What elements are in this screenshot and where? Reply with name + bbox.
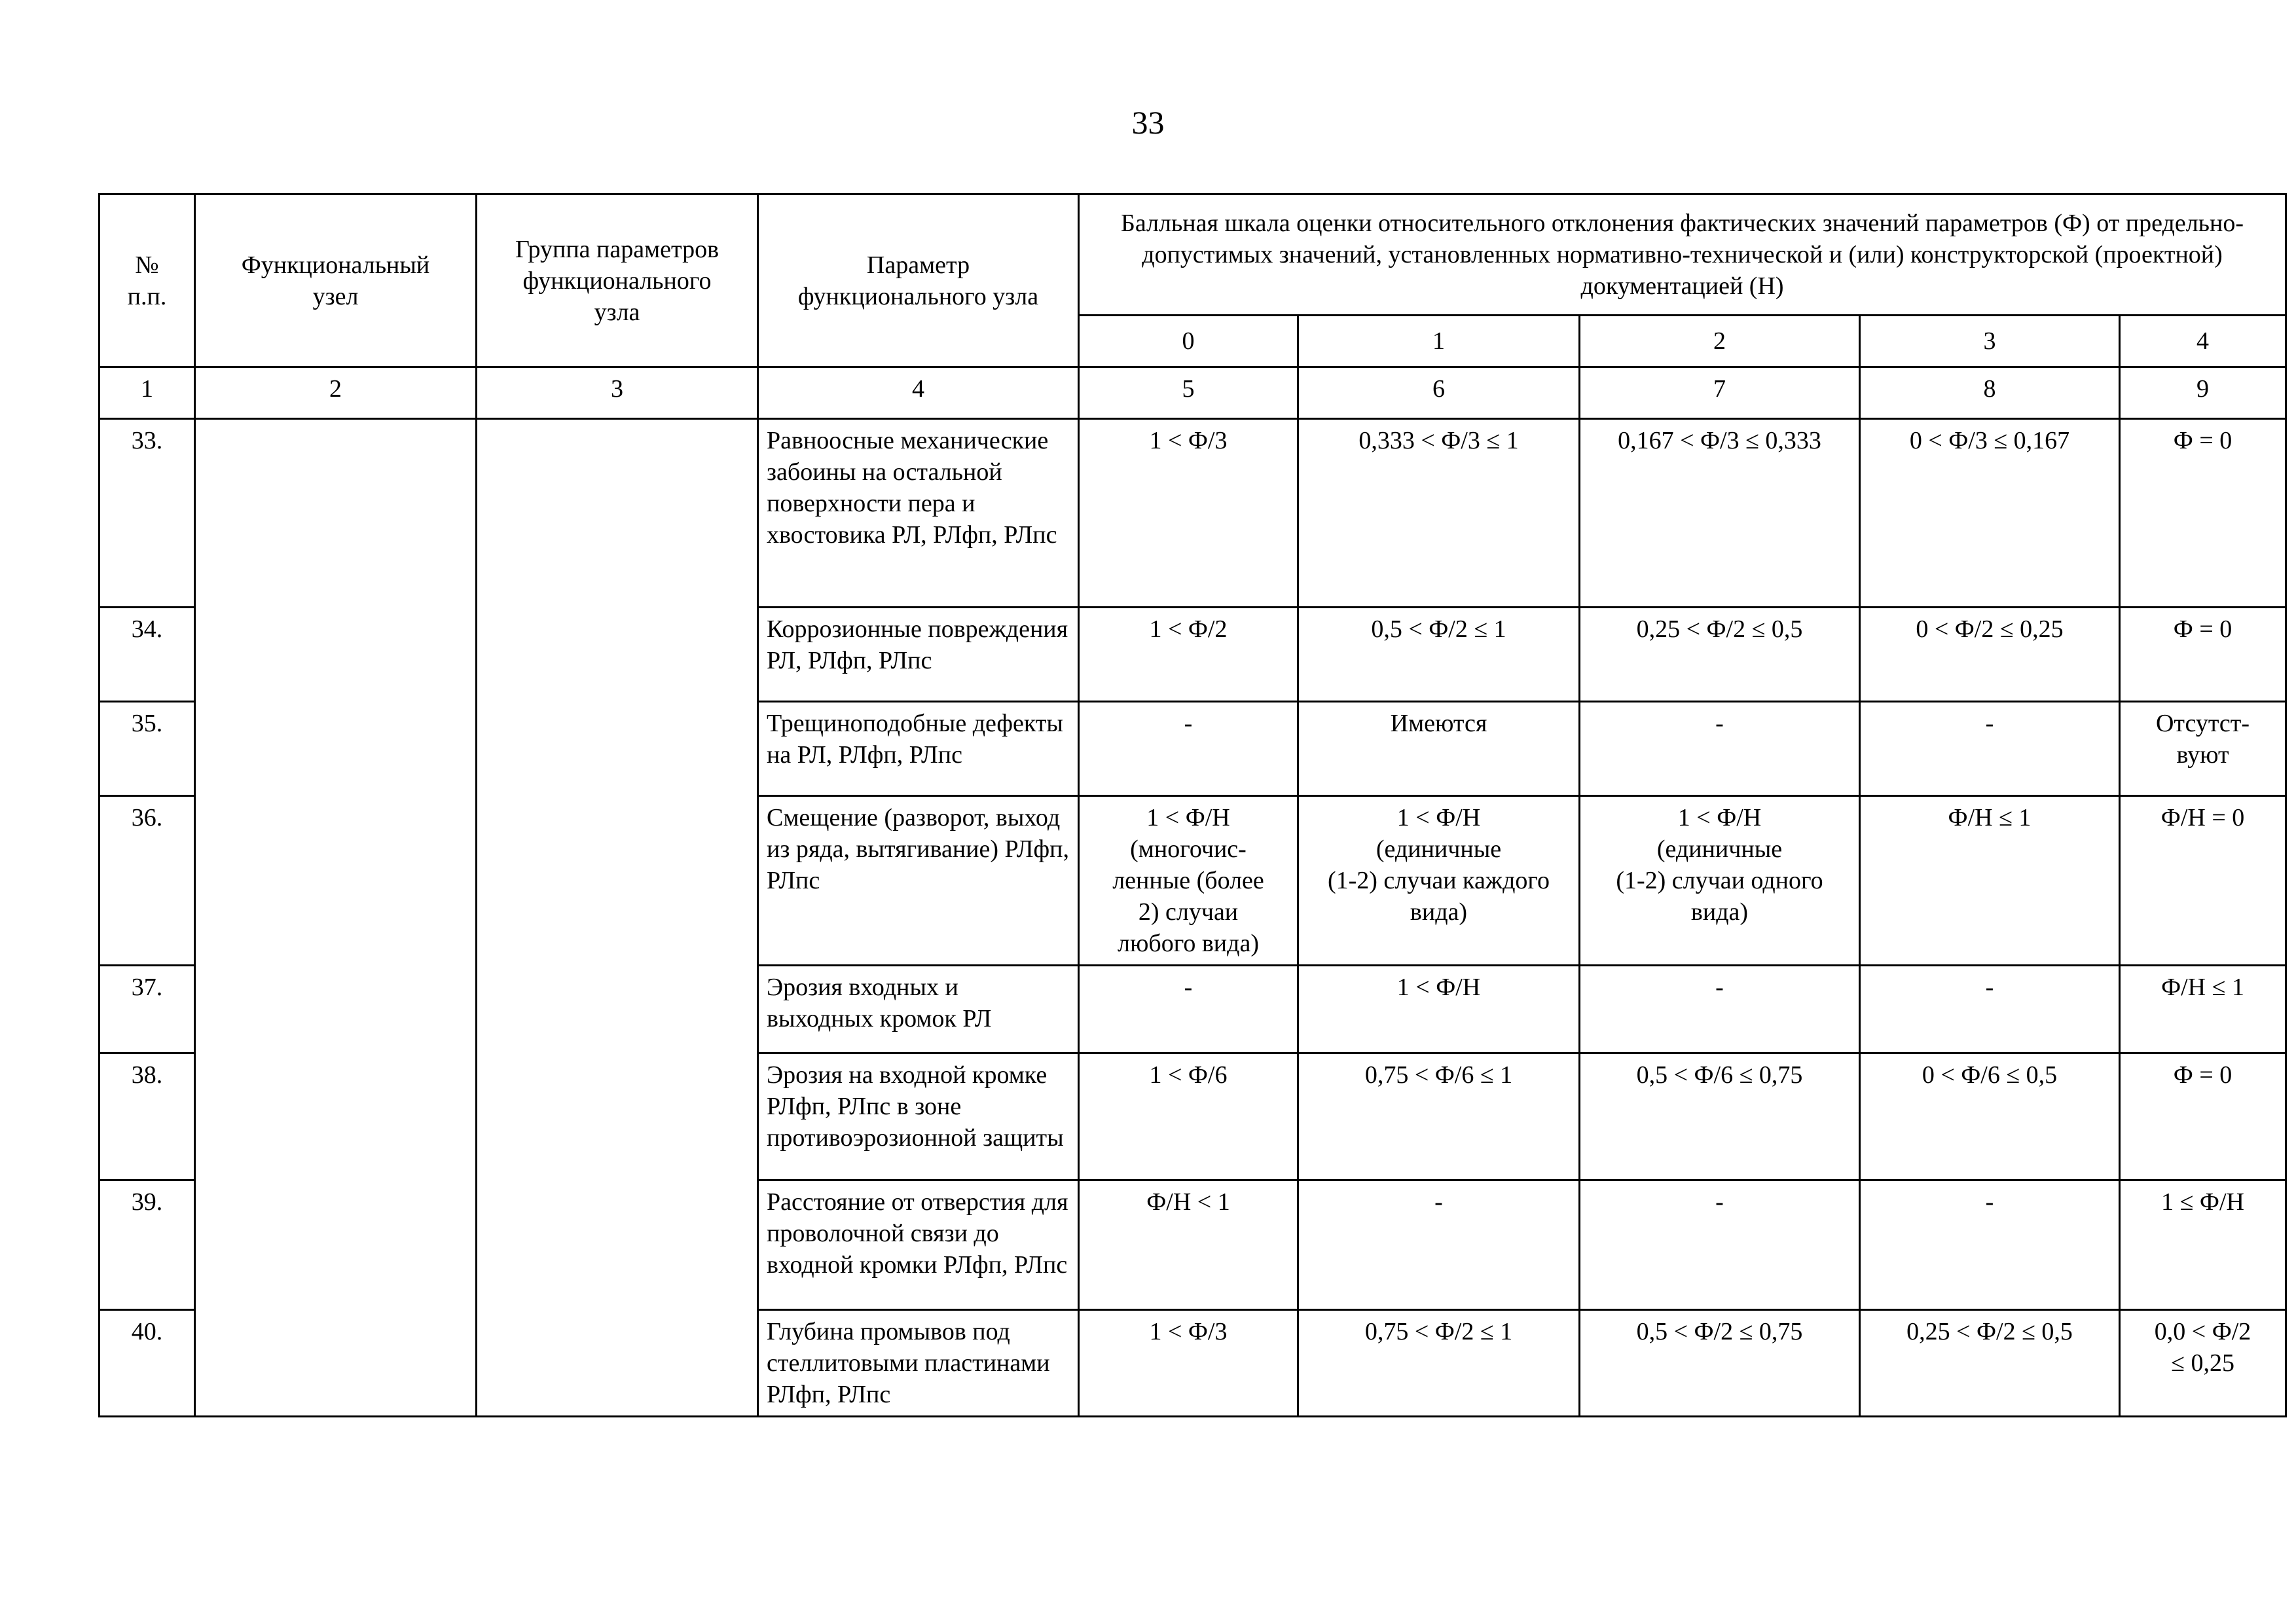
header-score-scale: Балльная шкала оценки относительного отклонения фактических значений параметров (Ф) от предельно-допустимых значений, установленных нормативно-технической и (или) конструкторской (проектной) документацией (Н) [1079, 194, 2286, 316]
score-0-cell: 1 < Ф/Н (многочис- ленные (более 2) случаи любого вида) [1079, 796, 1298, 966]
score-1-cell: Имеются [1298, 702, 1580, 796]
score-0-cell: - [1079, 702, 1298, 796]
score-1-cell: 1 < Ф/Н (единичные (1-2) случаи каждого вида) [1298, 796, 1580, 966]
score-1-cell: 0,5 < Ф/2 ≤ 1 [1298, 608, 1580, 702]
score-2-cell: - [1580, 1180, 1860, 1310]
score-3-cell: - [1860, 1180, 2120, 1310]
header-score-1: 1 [1298, 316, 1580, 367]
column-number: 3 [477, 367, 758, 419]
score-2-cell: 0,167 < Ф/3 ≤ 0,333 [1580, 419, 1860, 608]
parameter-cell: Эрозия на входной кромке РЛфп, РЛпс в зоне противоэрозионной защиты [758, 1053, 1079, 1180]
header-score-0: 0 [1079, 316, 1298, 367]
parameter-cell: Равноосные механические забоины на остальной поверхности пера и хвостовика РЛ, РЛфп, РЛпс [758, 419, 1079, 608]
score-1-cell: 1 < Ф/Н [1298, 966, 1580, 1053]
score-1-cell: 0,75 < Ф/6 ≤ 1 [1298, 1053, 1580, 1180]
score-3-cell: Ф/Н ≤ 1 [1860, 796, 2120, 966]
column-number: 4 [758, 367, 1079, 419]
column-number: 9 [2120, 367, 2286, 419]
header-score-2: 2 [1580, 316, 1860, 367]
score-0-cell: 1 < Ф/3 [1079, 1310, 1298, 1417]
score-2-cell: 0,5 < Ф/2 ≤ 0,75 [1580, 1310, 1860, 1417]
score-0-cell: Ф/Н < 1 [1079, 1180, 1298, 1310]
score-2-cell: 1 < Ф/Н (единичные (1-2) случаи одного вида) [1580, 796, 1860, 966]
score-0-cell: - [1079, 966, 1298, 1053]
row-number: 33. [100, 419, 195, 608]
score-0-cell: 1 < Ф/2 [1079, 608, 1298, 702]
column-numbers-row [100, 367, 2286, 419]
parameter-cell: Расстояние от отверстия для проволочной связи до входной кромки РЛфп, РЛпс [758, 1180, 1079, 1310]
score-3-cell: 0 < Ф/6 ≤ 0,5 [1860, 1053, 2120, 1180]
header-functional-node: Функциональный узел [195, 194, 477, 367]
score-4-cell: Ф = 0 [2120, 608, 2286, 702]
header-score-4: 4 [2120, 316, 2286, 367]
row-number: 34. [100, 608, 195, 702]
score-0-cell: 1 < Ф/3 [1079, 419, 1298, 608]
score-4-cell: 1 ≤ Ф/Н [2120, 1180, 2286, 1310]
row-number: 39. [100, 1180, 195, 1310]
row-number: 38. [100, 1053, 195, 1180]
column-number: 1 [100, 367, 195, 419]
score-2-cell: - [1580, 702, 1860, 796]
header-parameter: Параметр функционального узла [758, 194, 1079, 367]
score-4-cell: Ф = 0 [2120, 419, 2286, 608]
table-row [100, 419, 2286, 608]
score-0-cell: 1 < Ф/6 [1079, 1053, 1298, 1180]
score-4-cell: Ф/Н ≤ 1 [2120, 966, 2286, 1053]
score-4-cell: Отсутст- вуют [2120, 702, 2286, 796]
score-3-cell: 0 < Ф/3 ≤ 0,167 [1860, 419, 2120, 608]
score-4-cell: Ф/Н = 0 [2120, 796, 2286, 966]
score-3-cell: - [1860, 966, 2120, 1053]
header-score-3: 3 [1860, 316, 2120, 367]
row-number: 36. [100, 796, 195, 966]
parameter-cell: Глубина промывов под стеллитовыми пластинами РЛфп, РЛпс [758, 1310, 1079, 1417]
parameter-cell: Смещение (разворот, выход из ряда, вытягивание) РЛфп, РЛпс [758, 796, 1079, 966]
parameter-cell: Трещиноподобные дефекты на РЛ, РЛфп, РЛпс [758, 702, 1079, 796]
score-1-cell: - [1298, 1180, 1580, 1310]
score-4-cell: Ф = 0 [2120, 1053, 2286, 1180]
parameter-cell: Эрозия входных и выходных кромок РЛ [758, 966, 1079, 1053]
score-2-cell: 0,5 < Ф/6 ≤ 0,75 [1580, 1053, 1860, 1180]
header-parameter-group: Группа параметров функционального узла [477, 194, 758, 367]
score-1-cell: 0,333 < Ф/3 ≤ 1 [1298, 419, 1580, 608]
score-2-cell: - [1580, 966, 1860, 1053]
row-number: 35. [100, 702, 195, 796]
score-3-cell: 0 < Ф/2 ≤ 0,25 [1860, 608, 2120, 702]
assessment-table [98, 193, 2287, 1417]
score-3-cell: - [1860, 702, 2120, 796]
parameter-cell: Коррозионные повреждения РЛ, РЛфп, РЛпс [758, 608, 1079, 702]
header-no: № п.п. [100, 194, 195, 367]
column-number: 6 [1298, 367, 1580, 419]
functional-node-cell [195, 419, 477, 1417]
score-2-cell: 0,25 < Ф/2 ≤ 0,5 [1580, 608, 1860, 702]
column-number: 8 [1860, 367, 2120, 419]
score-1-cell: 0,75 < Ф/2 ≤ 1 [1298, 1310, 1580, 1417]
page-number: 33 [1131, 104, 1165, 141]
column-number: 7 [1580, 367, 1860, 419]
score-4-cell: 0,0 < Ф/2 ≤ 0,25 [2120, 1310, 2286, 1417]
row-number: 37. [100, 966, 195, 1053]
score-3-cell: 0,25 < Ф/2 ≤ 0,5 [1860, 1310, 2120, 1417]
row-number: 40. [100, 1310, 195, 1417]
column-number: 2 [195, 367, 477, 419]
column-number: 5 [1079, 367, 1298, 419]
parameter-group-cell [477, 419, 758, 1417]
